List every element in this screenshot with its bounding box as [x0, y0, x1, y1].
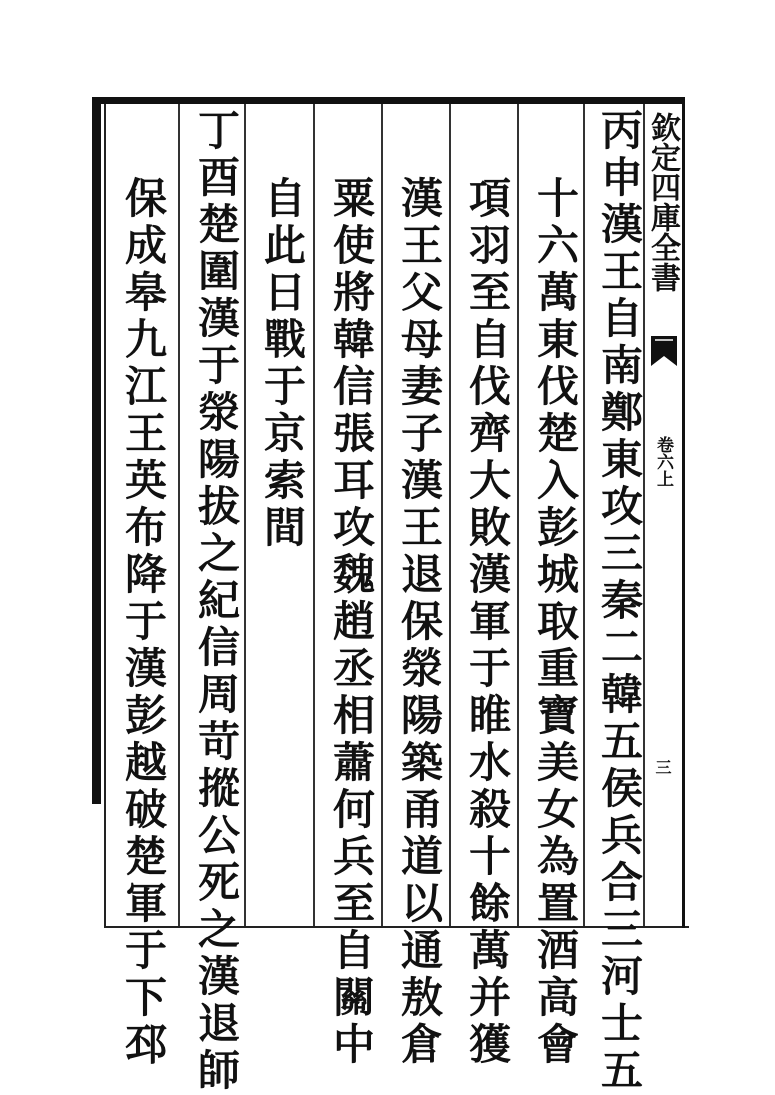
fish-tail-icon — [649, 332, 679, 368]
text-column-4: 漢王父母妻子漢王退保滎陽築甬道以通敖倉 — [395, 176, 444, 1069]
column-rule — [178, 104, 180, 926]
frame-inner-left-border — [104, 104, 106, 927]
frame-right-border — [682, 97, 685, 928]
page-number: 三 — [653, 759, 672, 775]
text-column-7: 丁酉楚圍漢于滎陽拔之紀信周苛摐公死之漢退師 — [192, 108, 241, 1095]
text-column-6: 自此日戰于京索間 — [258, 176, 307, 552]
volume-label: 卷六上 — [653, 436, 673, 487]
column-rule — [313, 104, 315, 926]
text-column-1: 丙申漢王自南鄭東攻三秦二韓五侯兵合三河士五 — [595, 108, 644, 1095]
text-column-5: 粟使將韓信張耳攻魏趙丞相蕭何兵至自關中 — [327, 176, 376, 1069]
frame-left-border — [92, 97, 101, 804]
frame-top-border — [95, 97, 685, 104]
text-column-8: 保成皋九江王英布降于漢彭越破楚軍于下邳 — [119, 176, 168, 1069]
text-column-2: 十六萬東伐楚入彭城取重寶美女為置酒高會 — [531, 176, 580, 1069]
book-title: 欽定四庫全書 — [645, 112, 680, 292]
text-column-3: 項羽至自伐齊大敗漢軍于睢水殺十餘萬并獲 — [463, 176, 512, 1069]
